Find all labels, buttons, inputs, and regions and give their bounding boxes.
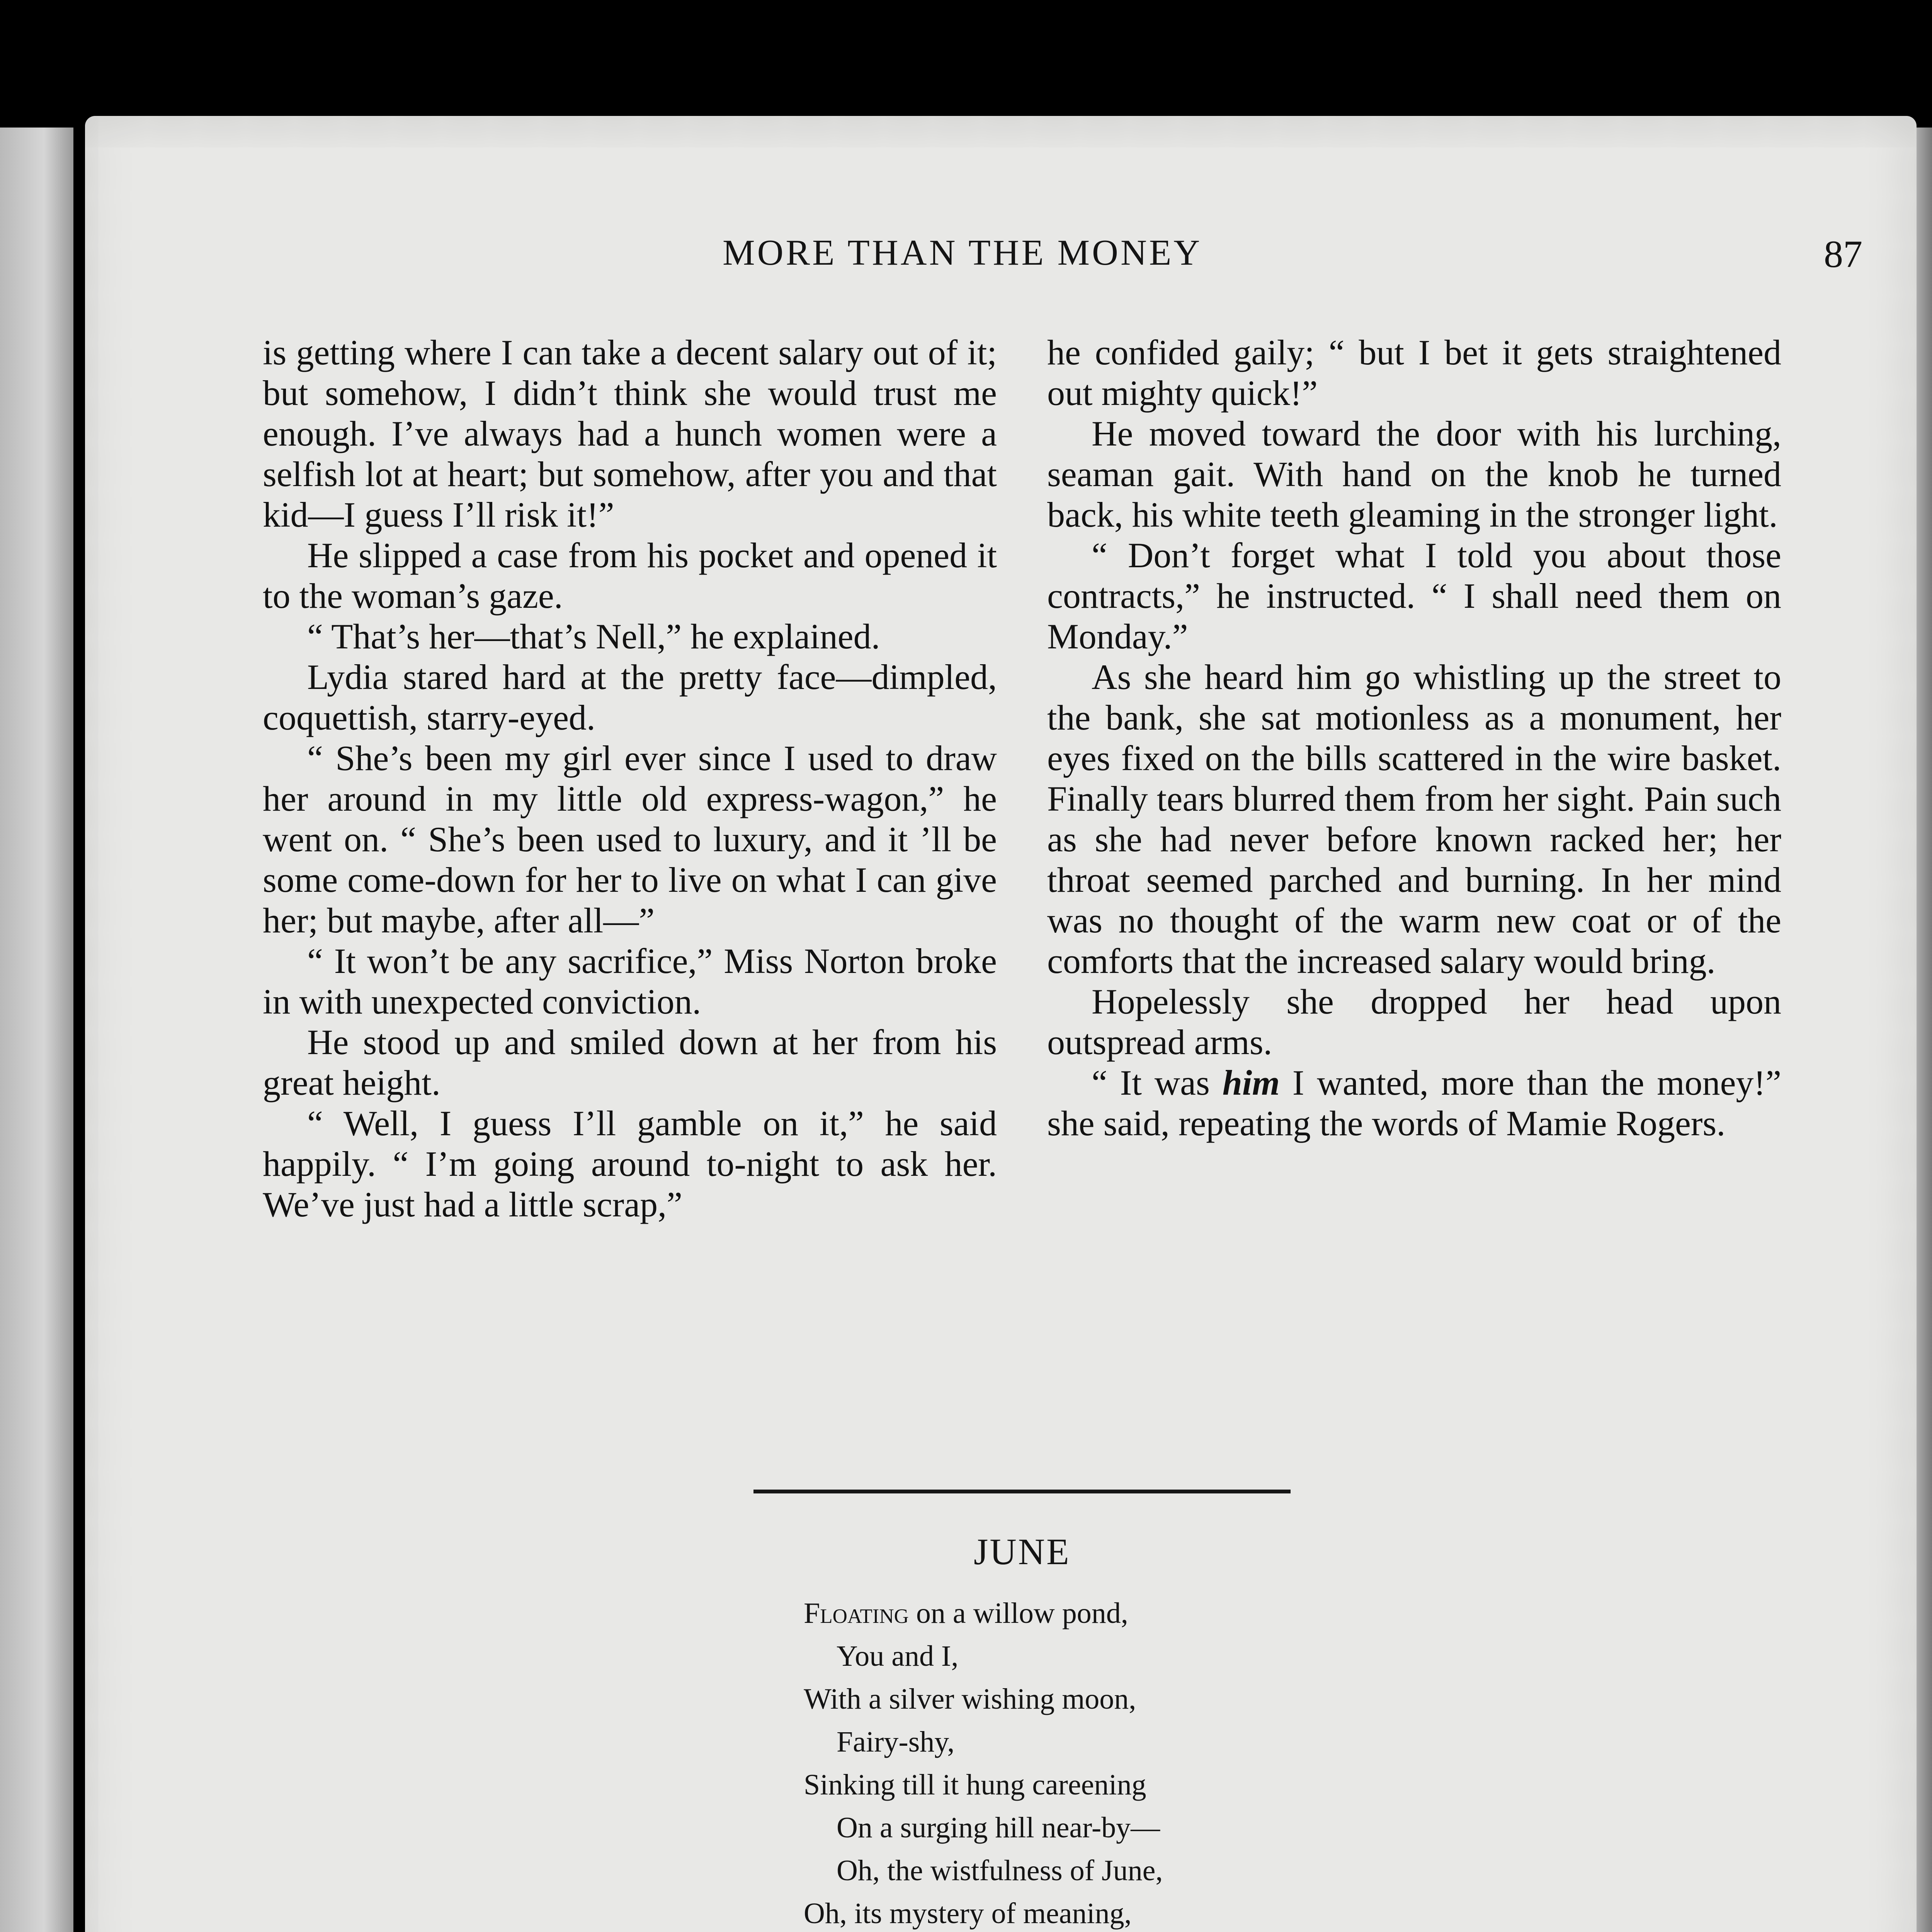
paragraph: “ She’s been my girl ever since I used to draw her around in my little old express-wagon,” he went on. “ She’s been used to luxury, and it ’ll be some come-down for her to live on what I can give her; but maybe, after all—” xyxy=(263,738,997,940)
page-number: 87 xyxy=(1824,233,1862,276)
paragraph xyxy=(1047,1063,1781,1144)
paragraph: “ It won’t be any sacrifice,” Miss Norton broke in with unexpected conviction. xyxy=(263,941,997,1021)
poem-line: Sinking till it hung careening xyxy=(804,1769,1146,1801)
poem-line: You and I, xyxy=(837,1640,959,1672)
poem-line: Oh, the wistfulness of June, xyxy=(837,1854,1163,1887)
paragraph-text: “ It was xyxy=(1092,1063,1223,1102)
emphasized-word: him xyxy=(1222,1063,1280,1102)
previous-page-edge xyxy=(0,128,73,1932)
stanza xyxy=(804,1592,1654,1932)
paragraph: He slipped a case from his pocket and opened it to the woman’s gaze. xyxy=(263,536,997,616)
paragraph: Hopelessly she dropped her head upon outspread arms. xyxy=(1047,982,1781,1062)
paragraph-text: I wanted, more than the money!” she said, repeating the words of Mamie Rogers. xyxy=(1047,1063,1781,1143)
poem-line: Oh, its mystery of meaning, xyxy=(804,1897,1132,1930)
paragraph: he confided gaily; “ but I bet it gets straightened out mighty quick!” xyxy=(1047,333,1781,413)
paragraph: “ Well, I guess I’ll gamble on it,” he said happily. “ I’m going around to-night to ask her. We’ve just had a little scrap,” xyxy=(263,1104,997,1224)
paragraph: is getting where I can take a decent salary out of it; but somehow, I didn’t think she would trust me enough. I’ve always had a hunch women were a selfish lot at heart; but somehow, after you and that kid—I guess I’ll risk it!” xyxy=(263,333,997,534)
paragraph: He moved toward the door with his lurching, seaman gait. With hand on the knob he turned back, his white teeth gleaming in the stronger light. xyxy=(1047,414,1781,534)
running-head: MORE THAN THE MONEY xyxy=(723,233,1202,273)
poem-line xyxy=(804,1592,1654,1635)
paragraph: Lydia stared hard at the pretty face—dimpled, coquettish, starry-eyed. xyxy=(263,657,997,737)
right-text-column xyxy=(1047,332,1781,1144)
book-page xyxy=(85,116,1917,1932)
paragraph: As she heard him go whistling up the street to the bank, she sat motionless as a monument, her eyes fixed on the bills scattered in the wire basket. Finally tears blurred them from her sight. Pain such as she had never before known racked her; her throat seemed parched and burning. In her mind was no thought of the warm new coat or of the comforts that the increased salary would bring. xyxy=(1047,657,1781,981)
poem-line-text: on a willow pond, xyxy=(908,1597,1128,1629)
poem-first-word: Floating xyxy=(804,1597,909,1629)
paragraph: “ Don’t forget what I told you about those contracts,” he instructed. “ I shall need them on Monday.” xyxy=(1047,536,1781,656)
left-text-column xyxy=(263,332,997,1225)
poem-line: On a surging hill near-by— xyxy=(837,1811,1160,1844)
poem-line: Fairy-shy, xyxy=(837,1726,955,1758)
poem-title: JUNE xyxy=(974,1531,1071,1572)
poem-body xyxy=(804,1592,1654,1932)
paragraph: He stood up and smiled down at her from his great height. xyxy=(263,1022,997,1102)
poem-line: With a silver wishing moon, xyxy=(804,1683,1136,1715)
paragraph: “ That’s her—that’s Nell,” he explained. xyxy=(307,617,880,656)
section-divider-rule xyxy=(753,1490,1291,1493)
